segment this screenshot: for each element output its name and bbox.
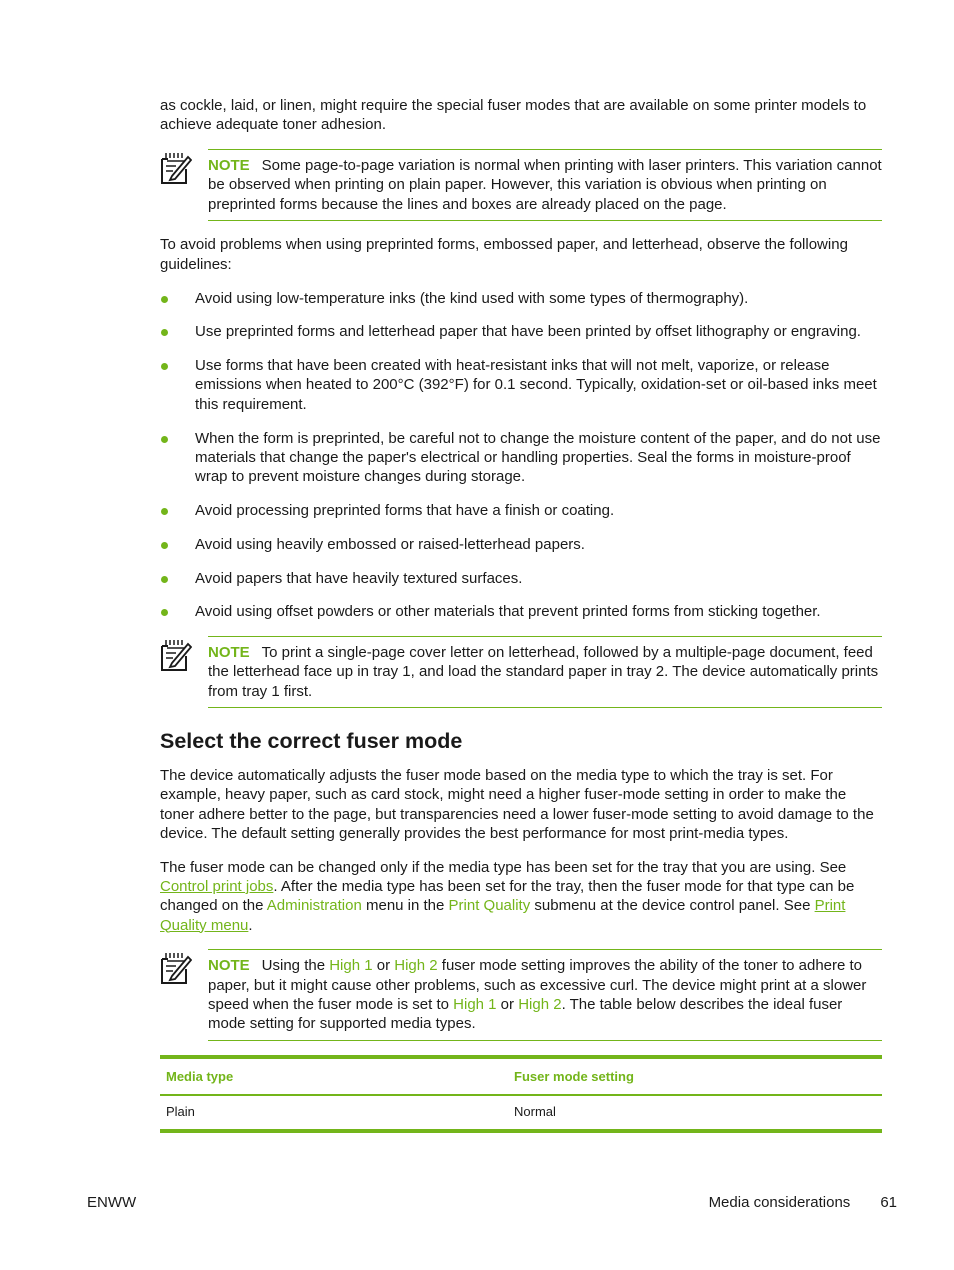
footer-section-title: Media considerations (708, 1194, 851, 1211)
table-cell: Plain (166, 1104, 195, 1120)
list-item: When the form is preprinted, be careful not to change the moisture content of the paper, and do not use materials that change the paper's electrical or handling properties. Seal the forms in moisture-proof wrap to prevent moisture changes during storage. (160, 429, 882, 487)
note-block-3: NOTE Using the High 1 or High 2 fuser mode setting improves the ability of the toner to adhere to paper, but it might cause other problems, such as excessive curl. The device might print at a slower speed when the fuser mode is set to High 1 or High 2. The table below describes the ideal fuser mode setting for supported media types. (208, 949, 882, 1040)
note-label: NOTE (208, 644, 250, 662)
note-pencil-icon (158, 952, 192, 986)
page-number: 61 (880, 1194, 897, 1211)
fuser-mode-table (160, 1055, 882, 1133)
note-pencil-icon (158, 152, 192, 186)
high1-setting: High 1 (329, 957, 373, 975)
list-item: Use preprinted forms and letterhead paper that have been printed by offset lithography or engraving. (160, 322, 882, 341)
high1-setting: High 1 (453, 996, 497, 1013)
bullet-icon (161, 508, 168, 515)
bullet-icon (161, 329, 168, 336)
bullet-icon (161, 576, 168, 583)
section-heading: Select the correct fuser mode (160, 729, 463, 754)
bullet-icon (161, 296, 168, 303)
section-paragraph-1: The device automatically adjusts the fuser mode based on the media type to which the tray is set. For example, heavy paper, such as card stock, might need a higher fuser-mode setting in order to make the toner adhere better to the page, but transparencies need a lower fuser-mode setting to avoid damage to the device. The default setting generally provides the best performance for most print-media types. (160, 767, 874, 842)
note-label: NOTE (208, 957, 250, 975)
table-header-row (160, 1057, 882, 1095)
list-item: Avoid using low-temperature inks (the kind used with some types of thermography). (160, 289, 882, 308)
bullet-icon (161, 609, 168, 616)
list-item: Avoid processing preprinted forms that have a finish or coating. (160, 501, 882, 520)
list-item: Avoid papers that have heavily textured surfaces. (160, 569, 882, 588)
bullet-icon (161, 436, 168, 443)
print-quality-menu-name: Print Quality (448, 897, 531, 915)
note-block-1 (208, 149, 882, 221)
administration-menu-name: Administration (266, 897, 362, 915)
note-text: Some page-to-page variation is normal when printing with laser printers. This variation cannot be observed when printing on plain paper. However, this variation is obvious when printing on preprinted forms because the lines and boxes are already placed on the page. (208, 157, 882, 213)
intro-paragraph: as cockle, laid, or linen, might require the special fuser modes that are available on some printer models to achieve adequate toner adhesion. (160, 97, 867, 134)
list-item: Avoid using offset powders or other materials that prevent printed forms from sticking together. (160, 602, 882, 621)
note-block-2 (208, 636, 882, 708)
note-text: To print a single-page cover letter on letterhead, followed by a multiple-page document, feed the letterhead face up in tray 1, and load the standard paper in tray 2. The device automatically prints from tray 1 first. (208, 644, 879, 700)
column-header-fuser-mode: Fuser mode setting (514, 1069, 634, 1085)
list-item: Avoid using heavily embossed or raised-letterhead papers. (160, 535, 882, 554)
guidelines-list (160, 289, 882, 622)
note-pencil-icon (158, 639, 192, 673)
table-row (160, 1095, 882, 1130)
section-paragraph-2: The fuser mode can be changed only if the media type has been set for the tray that you are using. See Control print jobs. After the media type has been set for the tray, then the fuser mode for that type can be changed on the Administration menu in the Print Quality submenu at the device control panel. See Print Quality menu. (160, 858, 855, 934)
table-cell: Normal (514, 1104, 556, 1120)
footer-doc-code: ENWW (87, 1194, 137, 1211)
guidelines-intro: To avoid problems when using preprinted forms, embossed paper, and letterhead, observe the following guidelines: (160, 236, 848, 273)
list-item: Use forms that have been created with heat-resistant inks that will not melt, vaporize, or release emissions when heated to 200°C (392°F) for 0.1 second. Typically, oxidation-set or oil-based inks meet this requirement. (160, 356, 882, 414)
bullet-icon (161, 542, 168, 549)
high2-setting: High 2 (518, 996, 562, 1013)
print-quality-menu-link[interactable]: Print Quality menu (160, 897, 846, 934)
control-print-jobs-link[interactable]: Control print jobs (160, 878, 274, 896)
bullet-icon (161, 363, 168, 370)
high2-setting: High 2 (394, 957, 438, 975)
note-label: NOTE (208, 157, 250, 175)
column-header-media-type: Media type (166, 1069, 234, 1085)
page-content (160, 96, 882, 1133)
